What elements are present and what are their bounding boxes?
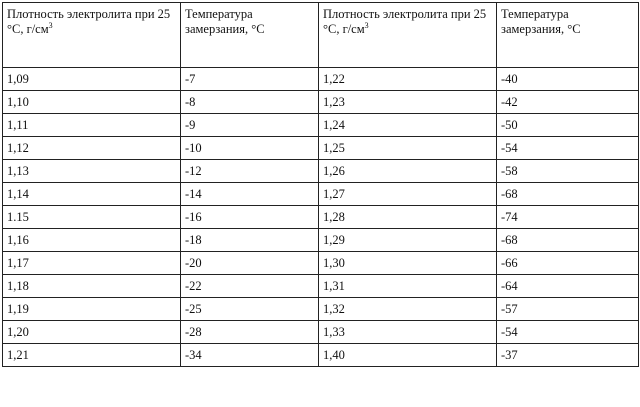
table-row <box>3 114 639 137</box>
density-cell: 1,25 <box>319 137 497 160</box>
table-row <box>3 137 639 160</box>
table-row <box>3 91 639 114</box>
freezing-temp-cell: -68 <box>497 229 639 252</box>
density-cell: 1,31 <box>319 275 497 298</box>
density-cell: 1,23 <box>319 91 497 114</box>
density-cell: 1,40 <box>319 344 497 367</box>
density-cell: 1,19 <box>3 298 181 321</box>
freezing-temp-cell: -34 <box>181 344 319 367</box>
freezing-temp-cell: -54 <box>497 137 639 160</box>
freezing-temp-cell: -9 <box>181 114 319 137</box>
freezing-temp-cell: -40 <box>497 68 639 91</box>
table-row <box>3 206 639 229</box>
freezing-temp-cell: -16 <box>181 206 319 229</box>
density-cell: 1,20 <box>3 321 181 344</box>
table-body <box>3 3 639 367</box>
density-cell: 1,13 <box>3 160 181 183</box>
header-density-2-text: Плотность электролита при 25 °С, г/см <box>323 7 487 36</box>
freezing-temp-cell: -54 <box>497 321 639 344</box>
density-cell: 1,14 <box>3 183 181 206</box>
table-row <box>3 160 639 183</box>
freezing-temp-cell: -18 <box>181 229 319 252</box>
density-cell: 1,28 <box>319 206 497 229</box>
density-cell: 1,11 <box>3 114 181 137</box>
freezing-temp-cell: -66 <box>497 252 639 275</box>
density-cell: 1,24 <box>319 114 497 137</box>
density-cell: 1,32 <box>319 298 497 321</box>
freezing-temp-cell: -37 <box>497 344 639 367</box>
freezing-temp-cell: -50 <box>497 114 639 137</box>
table-row <box>3 68 639 91</box>
density-cell: 1,17 <box>3 252 181 275</box>
density-cell: 1,10 <box>3 91 181 114</box>
header-freezing-temp-1-text: Температура замерзания, °С <box>185 7 265 36</box>
table-row <box>3 321 639 344</box>
header-density-1 <box>3 3 181 68</box>
freezing-temp-cell: -8 <box>181 91 319 114</box>
table-row <box>3 344 639 367</box>
freezing-temp-cell: -42 <box>497 91 639 114</box>
electrolyte-freezing-table <box>2 2 639 367</box>
header-density-2-superscript: 3 <box>364 21 369 30</box>
header-density-1-text: Плотность электролита при 25 °С, г/см <box>7 7 171 36</box>
table-row <box>3 229 639 252</box>
density-cell: 1,30 <box>319 252 497 275</box>
freezing-temp-cell: -12 <box>181 160 319 183</box>
freezing-temp-cell: -20 <box>181 252 319 275</box>
density-cell: 1,33 <box>319 321 497 344</box>
density-cell: 1.15 <box>3 206 181 229</box>
table-row <box>3 298 639 321</box>
header-freezing-temp-2-text: Температура замерзания, °С <box>501 7 581 36</box>
freezing-temp-cell: -10 <box>181 137 319 160</box>
table-row <box>3 183 639 206</box>
freezing-temp-cell: -22 <box>181 275 319 298</box>
density-cell: 1,22 <box>319 68 497 91</box>
density-cell: 1,12 <box>3 137 181 160</box>
table-row <box>3 275 639 298</box>
freezing-temp-cell: -28 <box>181 321 319 344</box>
freezing-temp-cell: -74 <box>497 206 639 229</box>
freezing-temp-cell: -58 <box>497 160 639 183</box>
density-cell: 1,26 <box>319 160 497 183</box>
header-freezing-temp-1 <box>181 3 319 68</box>
freezing-temp-cell: -68 <box>497 183 639 206</box>
freezing-temp-cell: -64 <box>497 275 639 298</box>
freezing-temp-cell: -14 <box>181 183 319 206</box>
density-cell: 1,18 <box>3 275 181 298</box>
density-cell: 1,21 <box>3 344 181 367</box>
density-cell: 1,29 <box>319 229 497 252</box>
header-density-2 <box>319 3 497 68</box>
density-cell: 1,27 <box>319 183 497 206</box>
freezing-temp-cell: -57 <box>497 298 639 321</box>
density-cell: 1,09 <box>3 68 181 91</box>
table-row <box>3 252 639 275</box>
freezing-temp-cell: -7 <box>181 68 319 91</box>
header-freezing-temp-2 <box>497 3 639 68</box>
header-density-1-superscript: 3 <box>48 21 53 30</box>
density-cell: 1,16 <box>3 229 181 252</box>
header-row <box>3 3 639 68</box>
freezing-temp-cell: -25 <box>181 298 319 321</box>
